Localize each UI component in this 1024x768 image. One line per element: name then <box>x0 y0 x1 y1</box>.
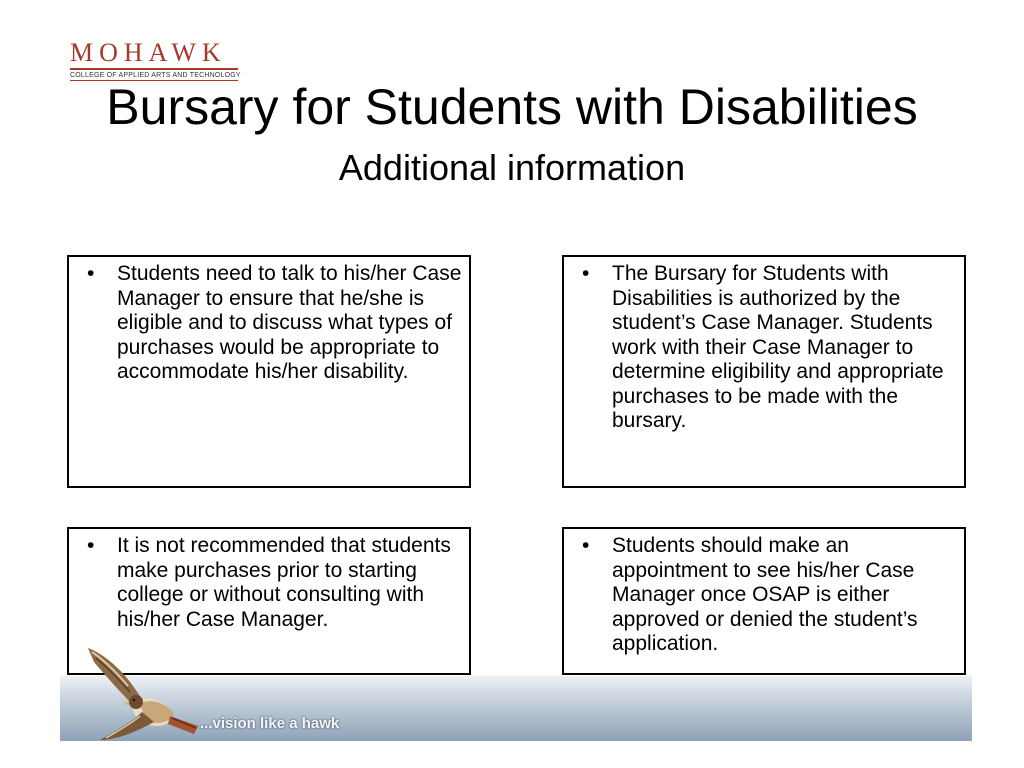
bullet-icon: • <box>582 534 590 557</box>
list-item <box>69 257 469 385</box>
bullet-list <box>69 257 469 385</box>
bullet-icon: • <box>87 534 95 557</box>
bullet-text: Students should make an appointment to see his/her Case Manager once OSAP is either approved or denied the student’s application. <box>612 534 918 655</box>
bullet-list <box>69 529 469 632</box>
logo-subtitle: COLLEGE OF APPLIED ARTS AND TECHNOLOGY <box>70 72 241 79</box>
bullet-text: It is not recommended that students make purchases prior to starting college or without consulting with his/her Case Manager. <box>117 534 451 631</box>
mohawk-logo <box>70 40 240 81</box>
info-box-osap-appointment <box>562 527 966 675</box>
bullet-list <box>564 529 964 657</box>
hawk-image <box>70 642 220 752</box>
list-item <box>564 529 964 657</box>
logo-rule <box>70 68 238 70</box>
bullet-icon: • <box>87 262 95 285</box>
list-item <box>564 257 964 434</box>
bullet-icon: • <box>582 262 590 285</box>
bullet-list <box>564 257 964 434</box>
bullet-text: Students need to talk to his/her Case Manager to ensure that he/she is eligible and to discuss what types of purchases would be appropriate to accommodate his/her disability. <box>117 262 462 383</box>
info-box-case-manager-talk <box>67 255 471 488</box>
slide-title: Bursary for Students with Disabilities <box>106 79 918 135</box>
bullet-text: The Bursary for Students with Disabilities is authorized by the student’s Case Manager. Students work with their Case Manager to determine eligibility and appropriate purchases to be made with the bursary. <box>612 262 944 432</box>
info-box-bursary-authorized <box>562 255 966 488</box>
logo-wordmark: MOHAWK <box>70 38 227 67</box>
banner-tagline: ...vision like a hawk <box>200 715 340 732</box>
slide-subtitle: Additional information <box>338 147 686 188</box>
list-item <box>69 529 469 632</box>
